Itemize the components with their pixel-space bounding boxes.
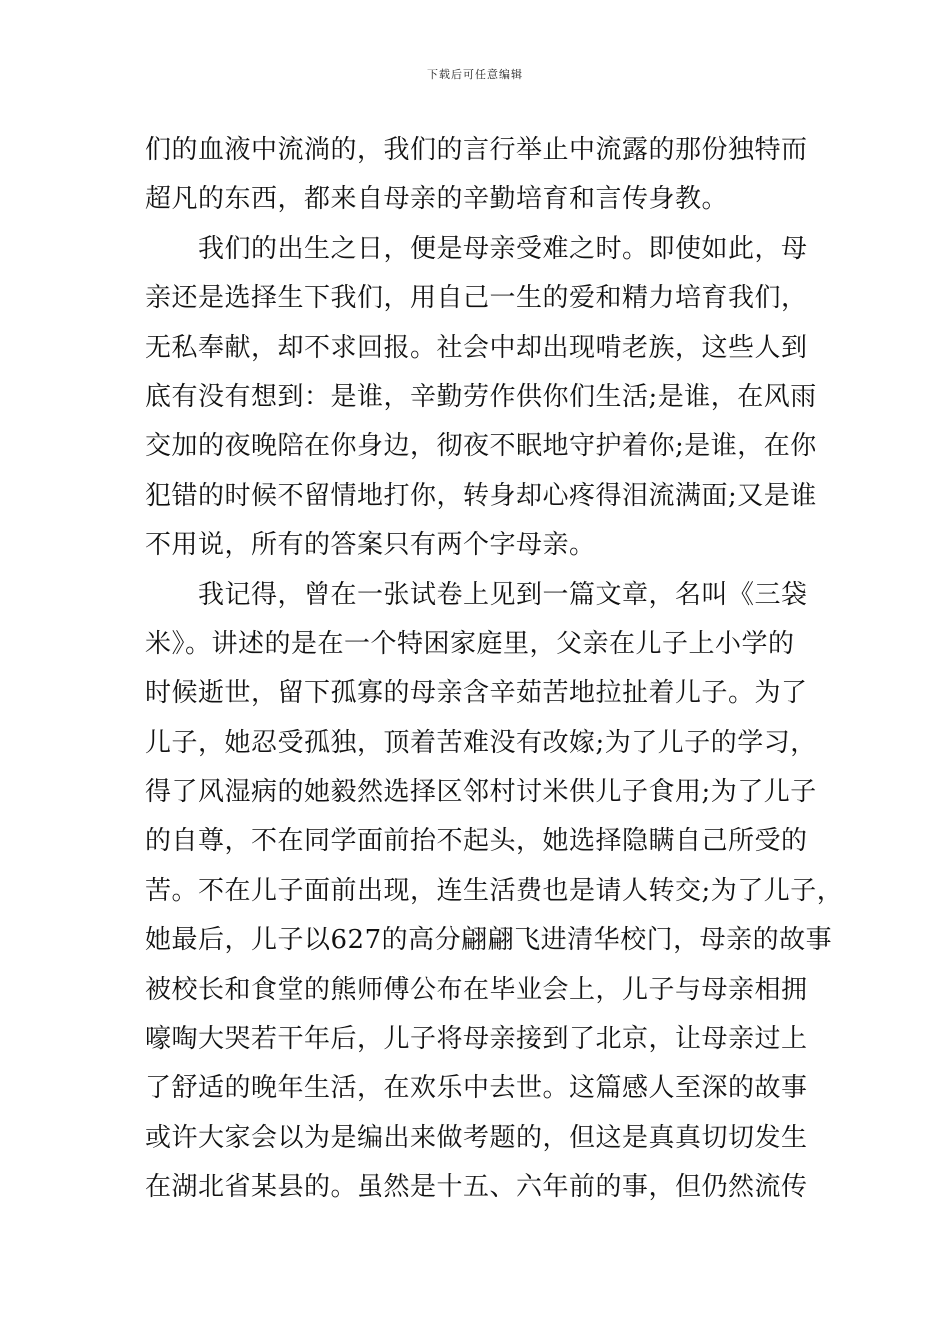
page-header: 下载后可任意编辑 bbox=[427, 68, 523, 81]
text-line: 超凡的东西，都来自母亲的辛勤培育和言传身教。 bbox=[145, 184, 729, 215]
text-line: 们的血液中流淌的，我们的言行举止中流露的那份独特而 bbox=[145, 135, 808, 165]
text-line: 或许大家会以为是编出来做考题的，但这是真真切切发生 bbox=[145, 1122, 808, 1153]
text-line: 我记得，曾在一张试卷上见到一篇文章，名叫《三袋 bbox=[145, 579, 808, 610]
text-line: 不用说，所有的答案只有两个字母亲。 bbox=[145, 530, 596, 561]
text-line: 她最后，儿子以627的高分翩翩飞进清华校门，母亲的故事 bbox=[145, 925, 833, 956]
text-line: 犯错的时候不留情地打你，转身却心疼得泪流满面;又是谁 bbox=[145, 480, 817, 511]
text-line: 无私奉献，却不求回报。社会中却出现啃老族，这些人到 bbox=[145, 332, 808, 363]
text-line: 交加的夜晚陪在你身边，彻夜不眠地守护着你;是谁，在你 bbox=[145, 431, 817, 462]
text-line: 我们的出生之日，便是母亲受难之时。即使如此，母 bbox=[145, 233, 808, 264]
text-line: 在湖北省某县的。虽然是十五、六年前的事，但仍然流传 bbox=[145, 1172, 808, 1203]
text-line: 被校长和食堂的熊师傅公布在毕业会上，儿子与母亲相拥 bbox=[145, 974, 808, 1005]
document-body bbox=[145, 126, 844, 1213]
text-line: 苦。不在儿子面前出现，连生活费也是请人转交;为了儿子， bbox=[145, 875, 844, 906]
text-line: 时候逝世，留下孤寡的母亲含辛茹苦地拉扯着儿子。为了 bbox=[145, 678, 808, 709]
text-line: 的自尊，不在同学面前抬不起头，她选择隐瞒自己所受的 bbox=[145, 826, 808, 857]
text-line: 儿子，她忍受孤独，顶着苦难没有改嫁;为了儿子的学习， bbox=[145, 727, 817, 758]
text-line: 嚎啕大哭若干年后，儿子将母亲接到了北京，让母亲过上 bbox=[145, 1024, 808, 1055]
text-line: 底有没有想到：是谁，辛勤劳作供你们生活;是谁，在风雨 bbox=[145, 381, 817, 412]
text-line: 米》。讲述的是在一个特困家庭里，父亲在儿子上小学的 bbox=[145, 628, 795, 659]
text-line: 了舒适的晚年生活，在欢乐中去世。这篇感人至深的故事 bbox=[145, 1073, 808, 1104]
text-line: 得了风湿病的她毅然选择区邻村讨米供儿子食用;为了儿子 bbox=[145, 777, 817, 808]
text-line: 亲还是选择生下我们，用自己一生的爱和精力培育我们， bbox=[145, 283, 808, 314]
